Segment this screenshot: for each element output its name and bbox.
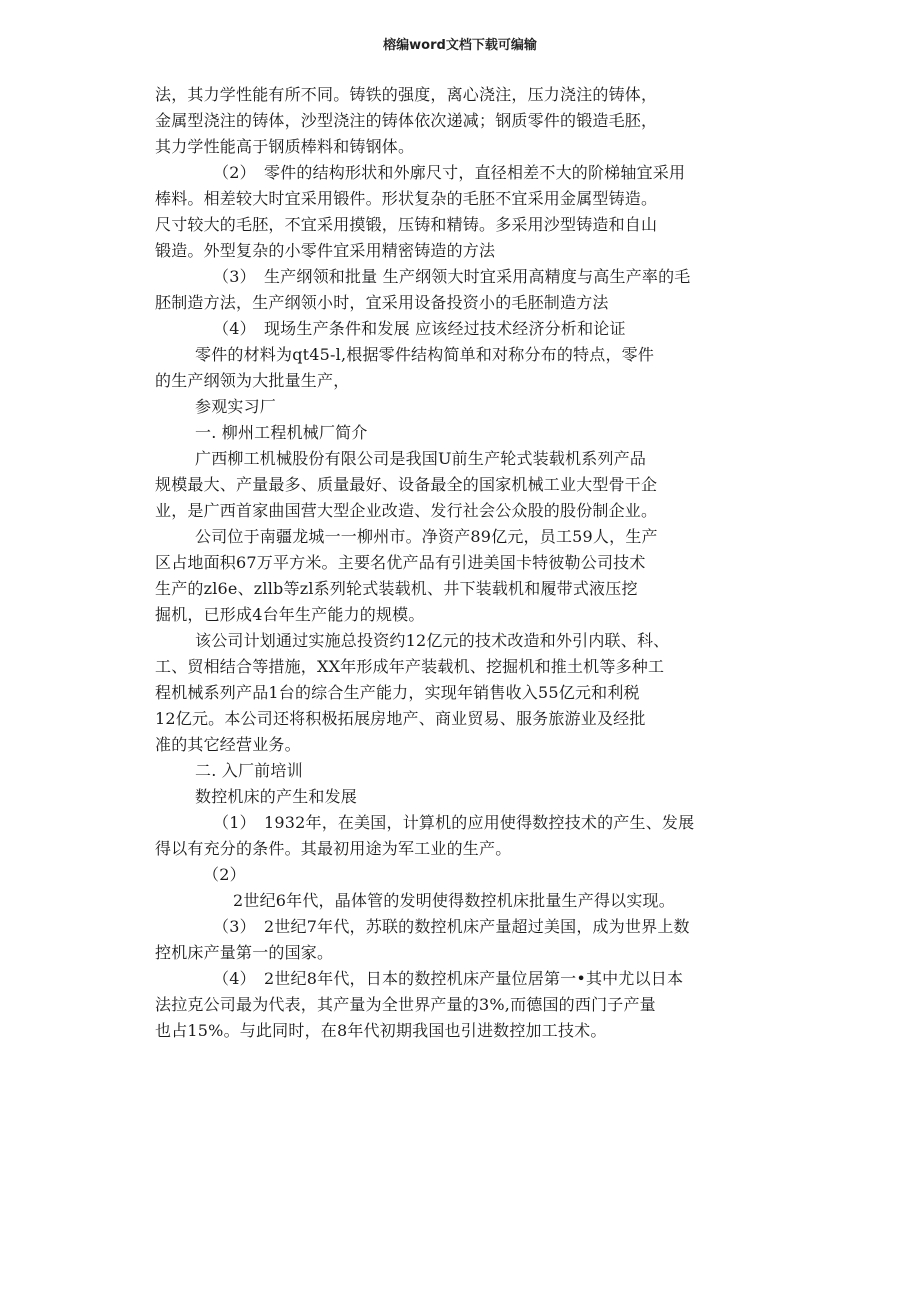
paragraph-start: 该公司计划通过实施总投资约12亿元的技术改造和外引内联、科、 xyxy=(195,631,670,650)
section-heading: 数控机床的产生和发展 xyxy=(195,787,358,806)
text-line: 掘机，已形成4台年生产能力的规模。 xyxy=(155,605,425,624)
list-item-1: （1） 1932年，在美国，计算机的应用使得数控技术的产生、发展 xyxy=(213,813,695,832)
list-item-2: （2） xyxy=(203,865,246,884)
text-line: 锻造。外型复杂的小零件宜采用精密铸造的方法 xyxy=(155,241,496,260)
text-line: 12亿元。本公司还将积极拓展房地产、商业贸易、服务旅游业及经批 xyxy=(155,709,646,728)
text-line: 其力学性能高于钢质棒料和铸钢体。 xyxy=(155,137,415,156)
text-line: 棒料。相差较大时宜采用锻件。形状复杂的毛胚不宜采用金属型铸造。 xyxy=(155,189,658,208)
page-header: 榕编word文档下载可编输 xyxy=(383,38,537,53)
text-line: 规模最大、产量最多、质量最好、设备最全的国家机械工业大型骨干企 xyxy=(155,475,658,494)
text-line: 得以有充分的条件。其最初用途为军工业的生产。 xyxy=(155,839,512,858)
list-item-4: （4） 2世纪8年代，日本的数控机床产量位居第一•其中尤以日本 xyxy=(213,969,684,988)
text-line: 法，其力学性能有所不同。铸铁的强度，离心浇注，压力浇注的铸体， xyxy=(155,85,658,104)
paragraph-start: 公司位于南疆龙城一一柳州市。净资产89亿元，员工59人，生产 xyxy=(195,527,658,546)
text-line: 法拉克公司最为代表，其产量为全世界产量的3%,而德国的西门子产量 xyxy=(155,995,656,1014)
text-line: 2世纪6年代，晶体管的发明使得数控机床批量生产得以实现。 xyxy=(233,891,675,910)
text-line: 程机械系列产品1台的综合生产能力，实现年销售收入55亿元和利税 xyxy=(155,683,640,702)
text-line: 控机床产量第一的国家。 xyxy=(155,943,334,962)
list-item-4: （4） 现场生产条件和发展 应该经过技术经济分析和论证 xyxy=(213,319,626,338)
text-line: 准的其它经营业务。 xyxy=(155,735,301,754)
section-heading: 参观实习厂 xyxy=(195,397,277,416)
text-line: 的生产纲领为大批量生产， xyxy=(155,371,350,390)
list-item-2: （2） 零件的结构形状和外廓尺寸，直径相差不大的阶梯轴宜采用 xyxy=(213,163,686,182)
text-line: 胚制造方法，生产纲领小时，宜采用设备投资小的毛胚制造方法 xyxy=(155,293,609,312)
list-item-3: （3） 生产纲领和批量 生产纲领大时宜采用高精度与高生产率的毛 xyxy=(213,267,691,286)
text-line: 尺寸较大的毛胚，不宜采用摸锻，压铸和精铸。多采用沙型铸造和自山 xyxy=(155,215,658,234)
text-line: 业，是广西首家曲国营大型企业改造、发行社会公众股的股份制企业。 xyxy=(155,501,658,520)
text-line: 金属型浇注的铸体，沙型浇注的铸体依次递减；钢质零件的锻造毛胚， xyxy=(155,111,658,130)
text-line: 工、贸相结合等措施，XX年形成年产装载机、挖掘机和推土机等多种工 xyxy=(155,657,665,676)
section-heading: 二. 入厂前培训 xyxy=(195,761,303,780)
list-item-3: （3） 2世纪7年代，苏联的数控机床产量超过美国，成为世界上数 xyxy=(213,917,690,936)
paragraph-start: 广西柳工机械股份有限公司是我国U前生产轮式装载机系列产品 xyxy=(195,449,647,468)
text-line: 区占地面积67万平方米。主要名优产品有引进美国卡特彼勒公司技术 xyxy=(155,553,646,572)
text-line: 生产的zl6e、zllb等zl系列轮式装载机、井下装载机和履带式液压挖 xyxy=(155,579,638,598)
section-heading: 一. 柳州工程机械厂简介 xyxy=(195,423,368,442)
paragraph-start: 零件的材料为qt45-l,根据零件结构简单和对称分布的特点，零件 xyxy=(195,345,655,364)
document-body xyxy=(155,82,785,1044)
text-line: 也占15%。与此同时，在8年代初期我国也引进数控加工技术。 xyxy=(155,1021,607,1040)
